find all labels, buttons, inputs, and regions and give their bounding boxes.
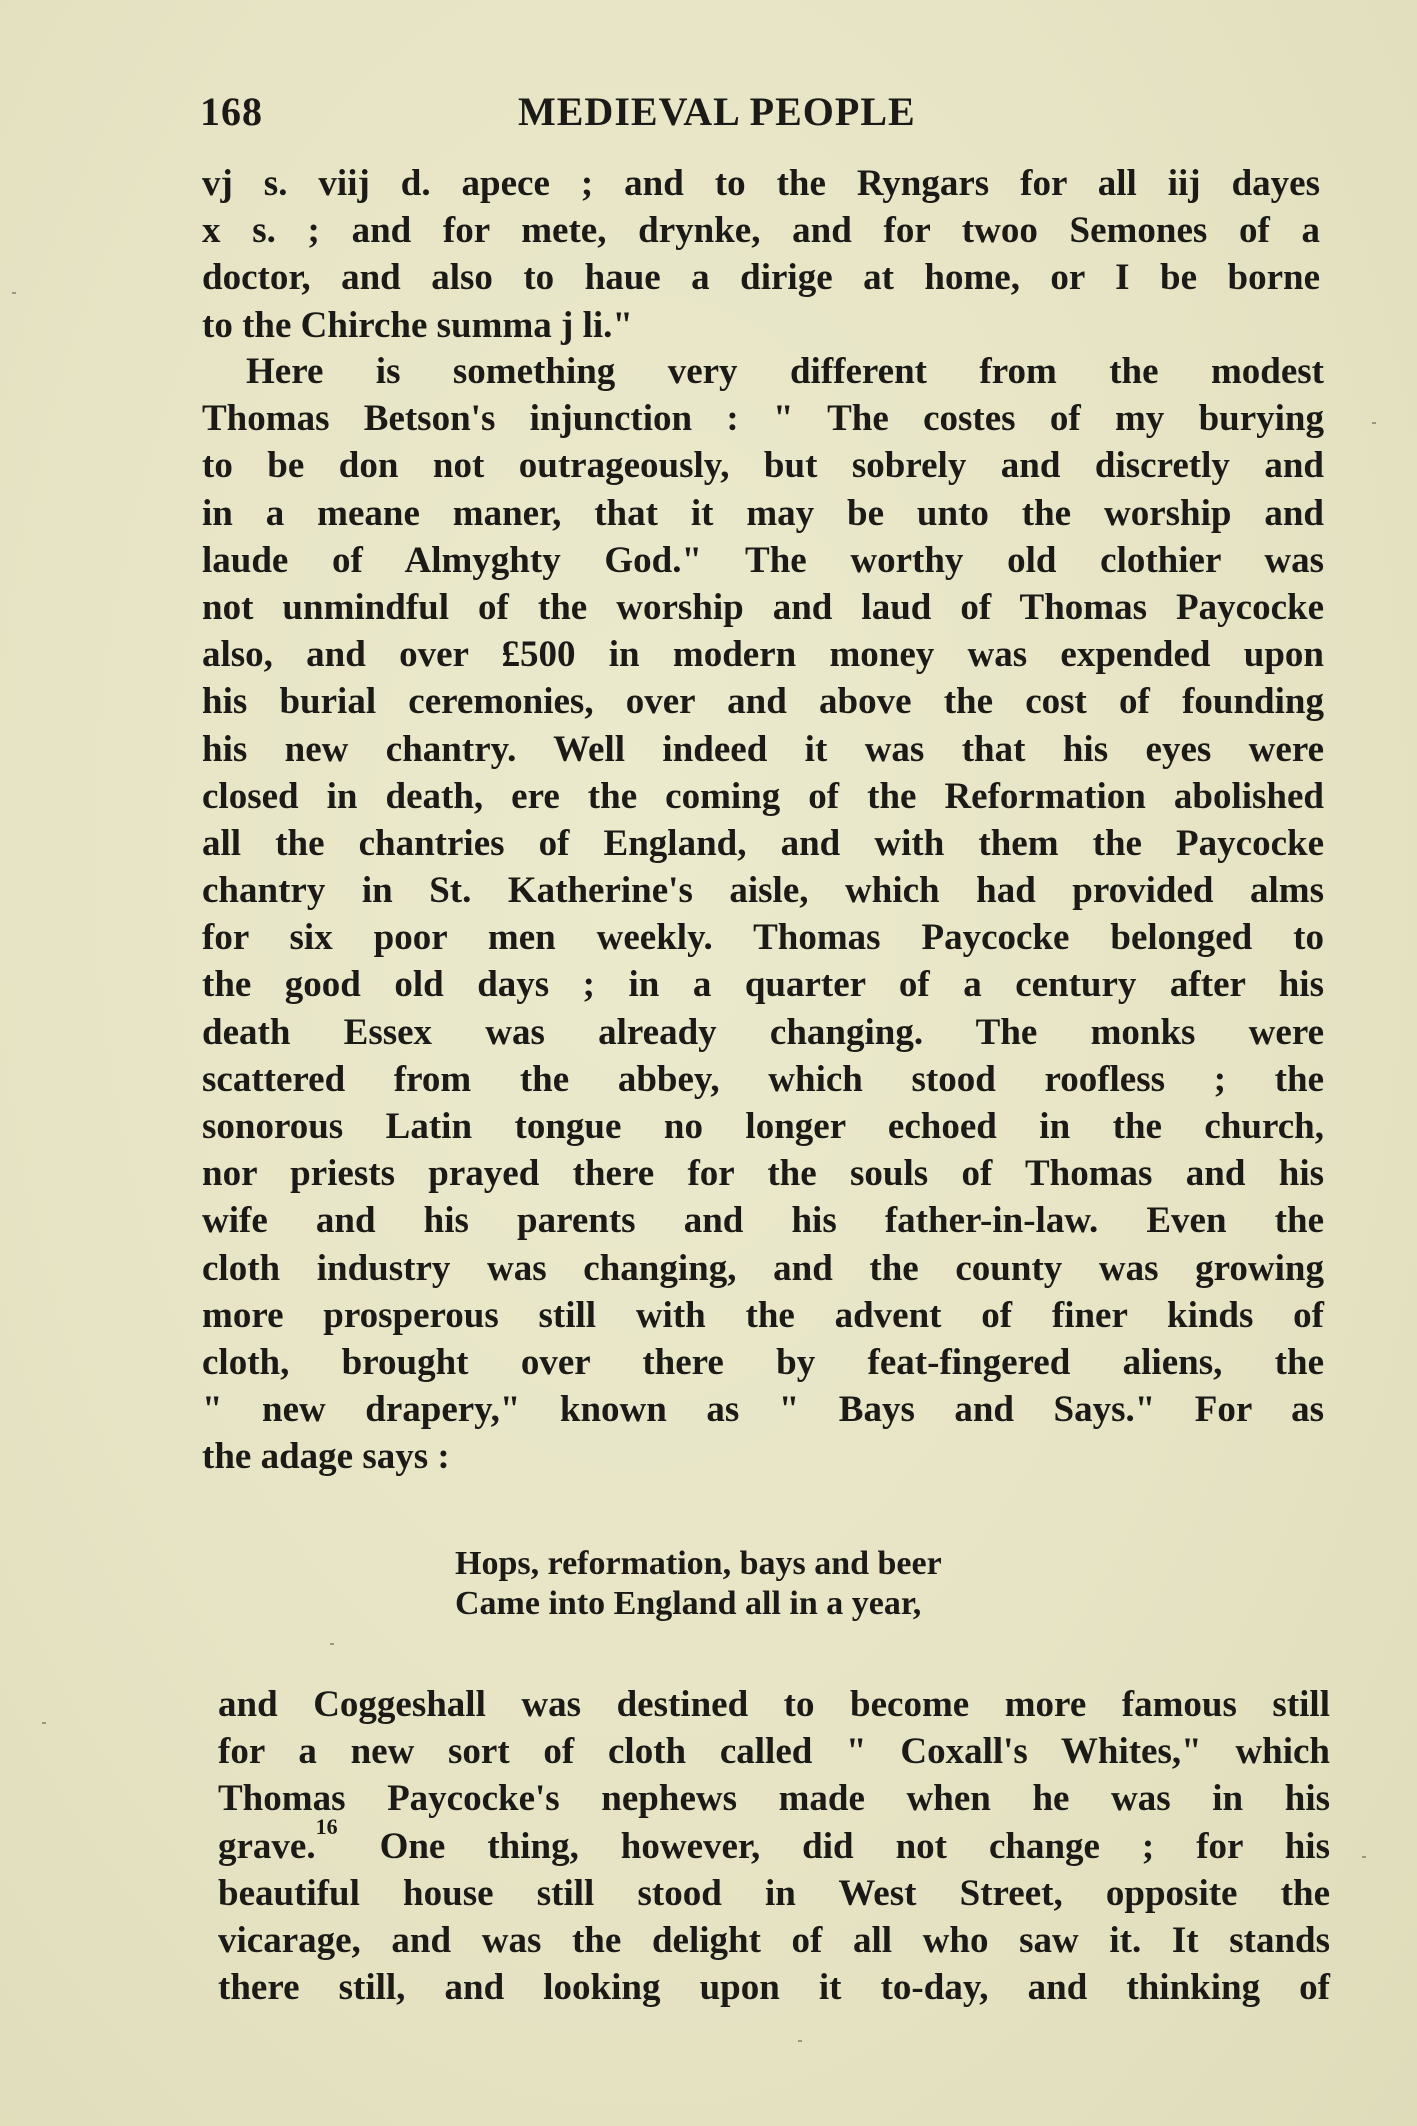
text-line: also, and over £500 in modern money was expended upon (202, 634, 1324, 676)
text-line: beautiful house still stood in West Street, opposite the (218, 1872, 1330, 1914)
paper-speck (1372, 422, 1376, 424)
footnote-marker[interactable]: 16 (315, 1813, 338, 1839)
text-line: more prosperous still with the advent of finer kinds of (202, 1294, 1324, 1336)
text-line: cloth industry was changing, and the county was growing (202, 1247, 1324, 1289)
text-fragment: One thing, however, did not change ; for his (337, 1825, 1330, 1867)
text-line: for a new sort of cloth called " Coxall's Whites," which (218, 1731, 1330, 1773)
paper-speck (330, 1643, 334, 1645)
text-line: and Coggeshall was destined to become more famous still (218, 1684, 1330, 1725)
text-line: in a meane maner, that it may be unto the worship and (202, 492, 1324, 534)
text-line: " new drapery," known as " Bays and Says." For as (202, 1389, 1324, 1431)
text-line: chantry in St. Katherine's aisle, which had provided alms (202, 870, 1324, 912)
text-line: his new chantry. Well indeed it was that his eyes were (202, 728, 1324, 770)
text-line: wife and his parents and his father-in-law. Even the (202, 1200, 1324, 1242)
text-line: Here is something very different from the modest (246, 351, 1324, 392)
running-head: MEDIEVAL PEOPLE (518, 89, 916, 134)
text-line: not unmindful of the worship and laud of Thomas Paycocke (202, 586, 1324, 628)
text-line: sonorous Latin tongue no longer echoed in the church, (202, 1106, 1324, 1147)
paper-speck (798, 2040, 802, 2042)
text-line: scattered from the abbey, which stood roofless ; the (202, 1058, 1324, 1100)
text-line: the adage says : (202, 1436, 450, 1478)
verse-quotation (455, 1544, 942, 1624)
page-header (200, 88, 1320, 148)
text-line: to the Chirche summa j li." (202, 304, 633, 346)
text-line: the good old days ; in a quarter of a century after his (202, 964, 1324, 1006)
text-line: Thomas Paycocke's nephews made when he was in his (218, 1778, 1330, 1820)
text-line: death Essex was already changing. The monks were (202, 1011, 1324, 1053)
page-number: 168 (200, 89, 263, 134)
paper-speck (42, 1722, 46, 1724)
text-line: there still, and looking upon it to-day, and thinking of (218, 1967, 1330, 2009)
text-line: closed in death, ere the coming of the Reformation abolished (202, 775, 1324, 817)
text-line: vicarage, and was the delight of all who saw it. It stands (218, 1919, 1330, 1961)
text-line: nor priests prayed there for the souls of Thomas and his (202, 1153, 1324, 1195)
text-line: his burial ceremonies, over and above the cost of founding (202, 681, 1324, 723)
text-line: all the chantries of England, and with them the Paycocke (202, 822, 1324, 864)
paragraph-2 (202, 348, 1324, 1481)
text-line: to be don not outrageously, but sobrely and discretly and (202, 445, 1324, 487)
text-line (218, 1813, 1330, 1870)
text-fragment: grave. (218, 1825, 316, 1867)
verse-line: Hops, reformation, bays and beer (455, 1545, 942, 1582)
text-line: cloth, brought over there by feat-fingered aliens, the (202, 1341, 1324, 1383)
text-line: vj s. viij d. apece ; and to the Ryngars for all iij dayes (202, 163, 1320, 204)
verse-line: Came into England all in a year, (455, 1585, 922, 1622)
text-line: x s. ; and for mete, drynke, and for twoo Semones of a (202, 210, 1320, 252)
paper-speck (12, 292, 16, 294)
paragraph-3 (218, 1681, 1330, 2011)
quote-continuation (202, 160, 1320, 349)
text-line: doctor, and also to haue a dirige at home, or I be borne (202, 257, 1320, 299)
paper-speck (1362, 1856, 1366, 1858)
text-line: laude of Almyghty God." The worthy old clothier was (202, 539, 1324, 581)
text-line: for six poor men weekly. Thomas Paycocke belonged to (202, 917, 1324, 959)
text-line: Thomas Betson's injunction : " The costes of my burying (202, 398, 1324, 440)
